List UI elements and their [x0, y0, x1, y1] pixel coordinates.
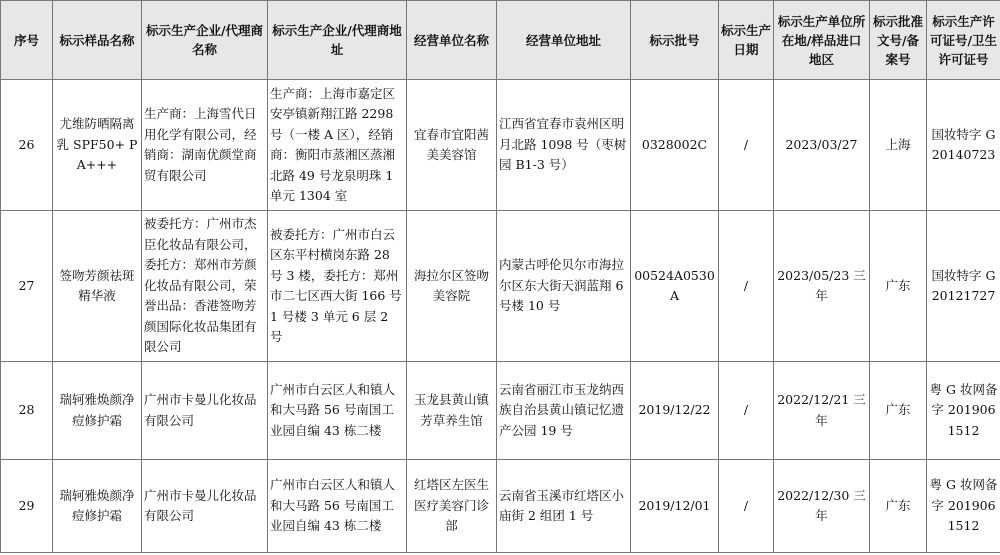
header-index: 序号	[1, 1, 53, 80]
header-origin-region: 标示生产单位所在地/样品进口地区	[774, 1, 870, 80]
cell-license-number: 国妆特字 G20121727	[927, 211, 1000, 362]
cell-approval-number: 广东	[870, 460, 927, 553]
header-manufacturer-name: 标示生产企业/代理商名称	[142, 1, 268, 80]
header-manufacturer-address: 标示生产企业/代理商地址	[268, 1, 407, 80]
table-row	[1, 211, 1000, 362]
header-row	[1, 1, 1000, 80]
cell-batch-number: 00524A0530A	[631, 211, 719, 362]
cell-seller-address: 江西省宜春市袁州区明月北路 1098 号（枣树园 B1-3 号）	[497, 80, 631, 211]
table-row	[1, 80, 1000, 211]
cell-origin-region: 2023/03/27	[774, 80, 870, 211]
cell-manufacturer-address: 广州市白云区人和镇人和大马路 56 号南国工业园自编 43 栋二楼	[268, 460, 407, 553]
cell-manufacturer-name: 被委托方：广州市杰臣化妆品有限公司，委托方：郑州市芳颜化妆品有限公司，荣誉出品：香港签吻芳颜国际化妆品集团有限公司	[142, 211, 268, 362]
cell-batch-number: 2019/12/01	[631, 460, 719, 553]
cell-seller-name: 宜春市宜阳茜美美容馆	[407, 80, 497, 211]
cell-manufacturer-name: 生产商：上海雪代日用化学有限公司，经销商：湖南优颜堂商贸有限公司	[142, 80, 268, 211]
cell-manufacturer-address: 广州市白云区人和镇人和大马路 56 号南国工业园自编 43 栋二楼	[268, 362, 407, 460]
cell-batch-number: 2019/12/22	[631, 362, 719, 460]
cell-index: 28	[1, 362, 53, 460]
cell-batch-number: 0328002C	[631, 80, 719, 211]
cell-production-date: /	[719, 211, 774, 362]
cell-manufacturer-address: 生产商：上海市嘉定区安亭镇新翔江路 2298 号（一楼 A 区），经销商：衡阳市蒸湘区蒸湘北路 49 号龙泉明珠 1 单元 1304 室	[268, 80, 407, 211]
header-seller-name: 经营单位名称	[407, 1, 497, 80]
cell-origin-region: 2022/12/30 三年	[774, 460, 870, 553]
cell-index: 27	[1, 211, 53, 362]
header-license-number: 标示生产许可证号/卫生许可证号	[927, 1, 1000, 80]
cell-manufacturer-address: 被委托方：广州市白云区东平村横岗东路 28 号 3 楼，委托方：郑州市二七区西大街 166 号 1 号楼 3 单元 6 层 2 号	[268, 211, 407, 362]
cell-license-number: 国妆特字 G20140723	[927, 80, 1000, 211]
cell-approval-number: 广东	[870, 362, 927, 460]
cell-manufacturer-name: 广州市卡曼儿化妆品有限公司	[142, 460, 268, 553]
cell-approval-number: 广东	[870, 211, 927, 362]
cell-index: 29	[1, 460, 53, 553]
cell-manufacturer-name: 广州市卡曼儿化妆品有限公司	[142, 362, 268, 460]
cell-product-name: 瑞轲雅焕颜净痘修护霜	[53, 362, 142, 460]
cell-index: 26	[1, 80, 53, 211]
cell-production-date: /	[719, 460, 774, 553]
header-production-date: 标示生产日期	[719, 1, 774, 80]
cell-approval-number: 上海	[870, 80, 927, 211]
header-seller-address: 经营单位地址	[497, 1, 631, 80]
cell-seller-name: 海拉尔区签吻美容院	[407, 211, 497, 362]
cell-product-name: 签吻芳颜祛斑精华液	[53, 211, 142, 362]
cell-seller-address: 云南省丽江市玉龙纳西族自治县黄山镇记忆遗产公园 19 号	[497, 362, 631, 460]
cell-seller-name: 红塔区左医生医疗美容门诊部	[407, 460, 497, 553]
header-batch-number: 标示批号	[631, 1, 719, 80]
table-row	[1, 460, 1000, 553]
header-product-name: 标示样品名称	[53, 1, 142, 80]
cell-product-name: 瑞轲雅焕颜净痘修护霜	[53, 460, 142, 553]
cell-production-date: /	[719, 362, 774, 460]
cell-seller-name: 玉龙县黄山镇芳草养生馆	[407, 362, 497, 460]
table-row	[1, 362, 1000, 460]
cell-seller-address: 内蒙古呼伦贝尔市海拉尔区东大街天润蓝翔 6 号楼 10 号	[497, 211, 631, 362]
cell-license-number: 粤 G 妆网备字 2019061512	[927, 362, 1000, 460]
header-approval-number: 标示批准文号/备案号	[870, 1, 927, 80]
cell-production-date: /	[719, 80, 774, 211]
cell-origin-region: 2022/12/21 三年	[774, 362, 870, 460]
cell-license-number: 粤 G 妆网备字 2019061512	[927, 460, 1000, 553]
cell-origin-region: 2023/05/23 三年	[774, 211, 870, 362]
cell-seller-address: 云南省玉溪市红塔区小庙街 2 组团 1 号	[497, 460, 631, 553]
cell-product-name: 尤维防晒隔离乳 SPF50+ PA+++	[53, 80, 142, 211]
